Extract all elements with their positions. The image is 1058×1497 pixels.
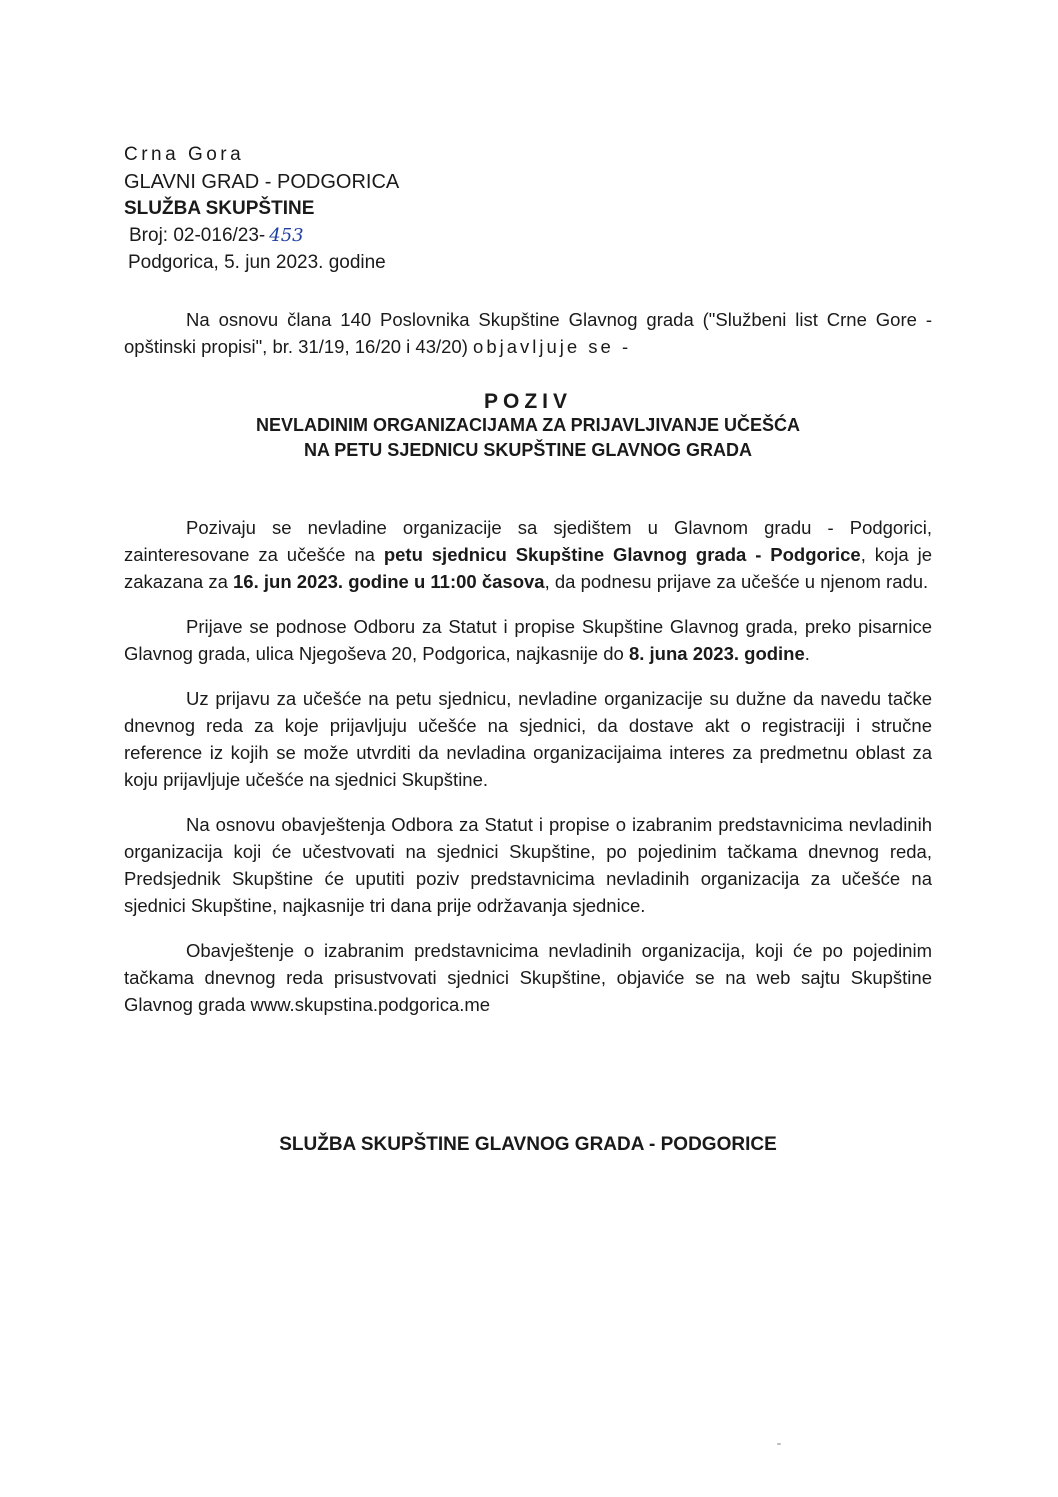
p2-text-a: Prijave se podnose Odboru za Statut i propise Skupštine Glavnog grada, preko pisarnice Glavnog grada, ulica Njegoševa 20, Podgorica, najkasnije do (124, 616, 932, 664)
document-body (124, 514, 932, 1036)
intro-text: Na osnovu člana 140 Poslovnika Skupštine Glavnog grada ("Službeni list Crne Gore - opštinski propisi", br. 31/19, 16/20 i 43/20) (124, 309, 932, 357)
paragraph-5: Obavještenje o izabranim predstavnicima nevladinih organizacija, koji će po pojedinim tačkama dnevnog reda prisustvovati sjednici Skupštine, objaviće se na web sajtu Skupštine Glavnog grada www.skupstina.podgorica.me (124, 940, 932, 1015)
closing-signature: SLUŽBA SKUPŠTINE GLAVNOG GRADA - PODGORICE (279, 1134, 777, 1155)
paragraph-1 (124, 514, 932, 595)
paragraph-3: Uz prijavu za učešće na petu sjednicu, nevladine organizacije su dužne da navedu tačke dnevnog reda za koje prijavljuju učešće na sjednici, da dostave akt o registraciji i stručne reference iz kojih se može utvrditi da nevladina organizacijaima interes za predmetnu oblast za koju prijavljuje učešće na sjednici Skupštine. (124, 688, 932, 790)
title-line-2: NEVLADINIM ORGANIZACIJAMA ZA PRIJAVLJIVANJE UČEŠĆA (255, 415, 801, 435)
intro-paragraph (124, 306, 932, 360)
header-number (129, 224, 304, 248)
header-service: SLUŽBA SKUPŠTINE (124, 198, 315, 219)
title-line-1: POZIV (483, 390, 572, 413)
header-date: Podgorica, 5. jun 2023. godine (128, 252, 386, 273)
header-city: GLAVNI GRAD - PODGORICA (124, 171, 400, 193)
p1-date-bold: 16. jun 2023. godine u 11:00 časova (233, 571, 545, 592)
handwritten-number: 453 (269, 225, 304, 246)
p1-text-a: Pozivaju se nevladine organizacije sa sjedištem u Glavnom gradu - Podgorici, zainteresovane za učešće na (124, 517, 932, 565)
scan-speck (777, 1443, 781, 1445)
p2-text-c: . (804, 643, 810, 664)
paragraph-4: Na osnovu obavještenja Odbora za Statut i propise o izabranim predstavnicima nevladinih organizacija koji će učestvovati na sjednici Skupštine, po pojedinim tačkama dnevnog reda, Predsjednik Skupštine će uputiti poziv predstavnicima nevladinih organizacija za učešće na sjednici Skupštine, najkasnije tri dana prije održavanja sjednice. (124, 814, 932, 916)
p1-text-c: , koja je zakazana za (124, 544, 933, 592)
paragraph-2 (124, 613, 932, 667)
p2-deadline-bold: 8. juna 2023. godine (628, 643, 805, 664)
p1-text-e: , da podnesu prijave za učešće u njenom radu. (544, 571, 929, 592)
title-line-3: NA PETU SJEDNICU SKUPŠTINE GLAVNOG GRADA (303, 440, 753, 460)
intro-spaced-word: objavljuje se - (473, 336, 632, 357)
header-number-prefix: Broj: 02-016/23- (129, 225, 266, 246)
p1-session-bold: petu sjednicu Skupštine Glavnog grada - Podgorice (383, 544, 861, 565)
header-country: Crna Gora (124, 144, 245, 165)
